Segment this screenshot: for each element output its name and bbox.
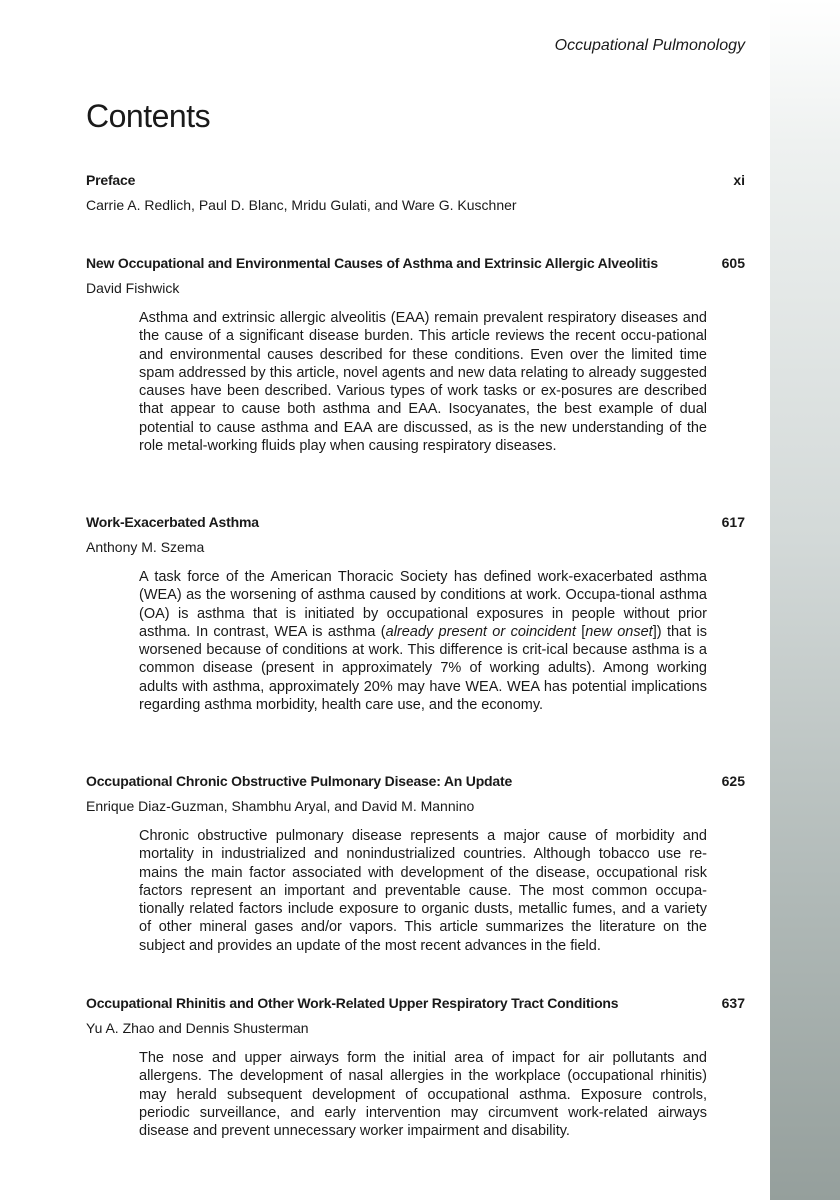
entry-title[interactable]: Occupational Chronic Obstructive Pulmonary Disease: An Update [86,773,513,789]
entry-authors: Carrie A. Redlich, Paul D. Blanc, Mridu Gulati, and Ware G. Kuschner [86,197,517,213]
toc-entry-copd [86,773,745,955]
entry-page-number[interactable]: 605 [721,255,745,271]
abstract-text: A task force of the American Thoracic Society has defined work-exacerbated asthma (WEA) as the worsening of asthma caused by conditions at work. Occupa-tional asthma (OA) is asthma that is initiated by occupational exposures in people without prior asthma. In contrast, WEA is asthma ( [139,569,707,640]
toc-entry-asthma-eaa [86,255,745,455]
entry-abstract: The nose and upper airways form the initial area of impact for air pollutants and allergens. The development of nasal allergies in the workplace (occupational rhinitis) may herald subsequent development of occupational asthma. Exposure controls, periodic surveillance, and early intervention may circumvent work-related airways disease and prevent unnecessary worker impairment and disability. [139,1050,707,1140]
entry-authors: Anthony M. Szema [86,539,205,555]
entry-abstract [139,568,707,714]
entry-title[interactable]: Preface [86,172,136,188]
entry-title[interactable]: Occupational Rhinitis and Other Work-Related Upper Respiratory Tract Conditions [86,995,619,1011]
entry-page-number[interactable]: 625 [721,773,745,789]
running-head-title: Occupational Pulmonology [554,37,745,54]
toc-entry-work-exacerbated-asthma [86,514,745,714]
abstract-text: [ [575,623,586,640]
entry-abstract: Asthma and extrinsic allergic alveolitis (EAA) remain prevalent respiratory diseases and the cause of a significant disease burden. This article reviews the recent occu-pational and environmental causes described for these conditions. Even over the limited time spam addressed by this article, novel agents and new data relating to already suggested causes have been described. Various types of work tasks or ex-posures are described that appear to cause both asthma and EAA. Isocyanates, the best example of dual potential to cause asthma and EAA are discussed, as is the new understanding of the role metal-working fluids play when causing respiratory diseases. [139,310,707,455]
entry-authors: Enrique Diaz-Guzman, Shambhu Aryal, and David M. Mannino [86,798,475,814]
toc-entry-preface [86,172,745,213]
abstract-italic-text: new onset [585,623,653,640]
entry-title[interactable]: New Occupational and Environmental Causes of Asthma and Extrinsic Allergic Alveolitis [86,255,658,271]
abstract-text: ]) that is worsened because of conditions at work. This difference is crit-ical because asthma is a common disease (present in approximately 7% of working adults). Among working adults with asthma, approximately 20% may have WEA. WEA has potential implications regarding asthma morbidity, health care use, and the economy. [139,623,707,714]
entry-page-number[interactable]: 617 [721,514,745,530]
abstract-italic-text: already present or coincident [385,623,576,640]
entry-page-number[interactable]: 637 [721,995,745,1011]
page-title: Contents [86,98,211,134]
decorative-side-band [770,0,840,1200]
entry-page-number[interactable]: xi [733,172,745,188]
toc-entry-occupational-rhinitis [86,995,745,1140]
entry-title[interactable]: Work-Exacerbated Asthma [86,514,259,530]
entry-authors: David Fishwick [86,280,180,296]
entry-authors: Yu A. Zhao and Dennis Shusterman [86,1020,309,1036]
entry-abstract: Chronic obstructive pulmonary disease represents a major cause of morbidity and mortality in industrialized and nonindustrialized countries. Although tobacco use re-mains the main factor associated with development of the disease, occupational risk factors represent an important and preventable cause. The most common occupa-tionally related factors include exposure to organic dusts, metallic fumes, and a variety of other mineral gases and/or vapors. This article summarizes the literature on the subject and provides an update of the most recent advances in the field. [139,828,707,954]
